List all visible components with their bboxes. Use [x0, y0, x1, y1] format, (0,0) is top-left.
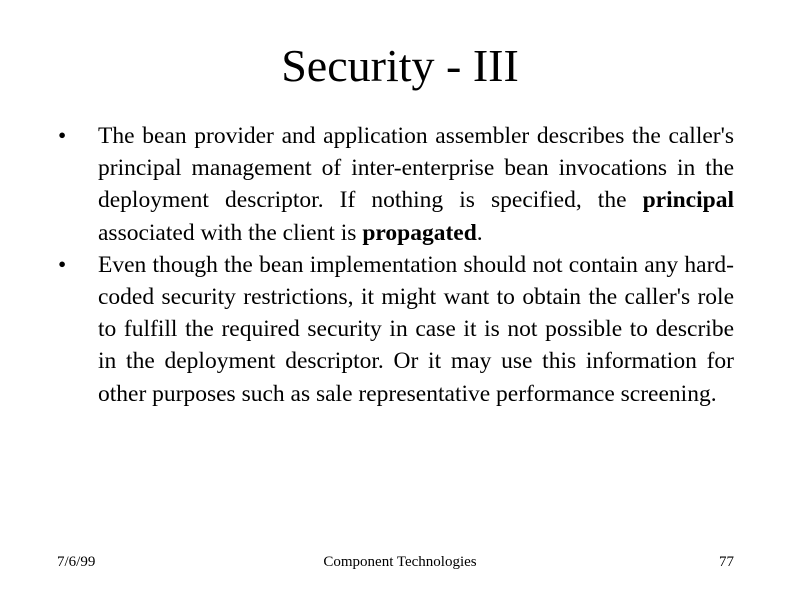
bold-term-propagated: propagated [362, 219, 477, 246]
bullet-item [58, 120, 734, 249]
text-segment: Even though the bean implementation should not contain any hard-coded security restrictions, it might want to obtain the caller's role to fulfill the required security in case it is not possible to describe in the deployment descriptor. Or it may use this information for other purposes such as sale representative performance screening. [98, 251, 734, 407]
text-segment: The bean provider and application assembler describes the caller's principal management of inter-enterprise bean invocations in the deployment descriptor. If nothing is specified, the [98, 123, 734, 214]
slide-title: Security - III [281, 40, 519, 91]
text-segment: . [476, 219, 483, 246]
text-segment: associated with the client is [98, 219, 363, 246]
bullet-text [98, 252, 734, 407]
bullet-list [58, 120, 734, 410]
page-number: 77 [719, 554, 734, 570]
bullet-icon: • [58, 251, 67, 278]
footer-title: Component Technologies [323, 554, 477, 570]
bold-term-principal: principal [642, 187, 734, 214]
footer-date: 7/6/99 [57, 554, 96, 570]
bullet-icon: • [58, 123, 67, 149]
bullet-item [58, 249, 734, 410]
bullet-text [98, 123, 734, 246]
